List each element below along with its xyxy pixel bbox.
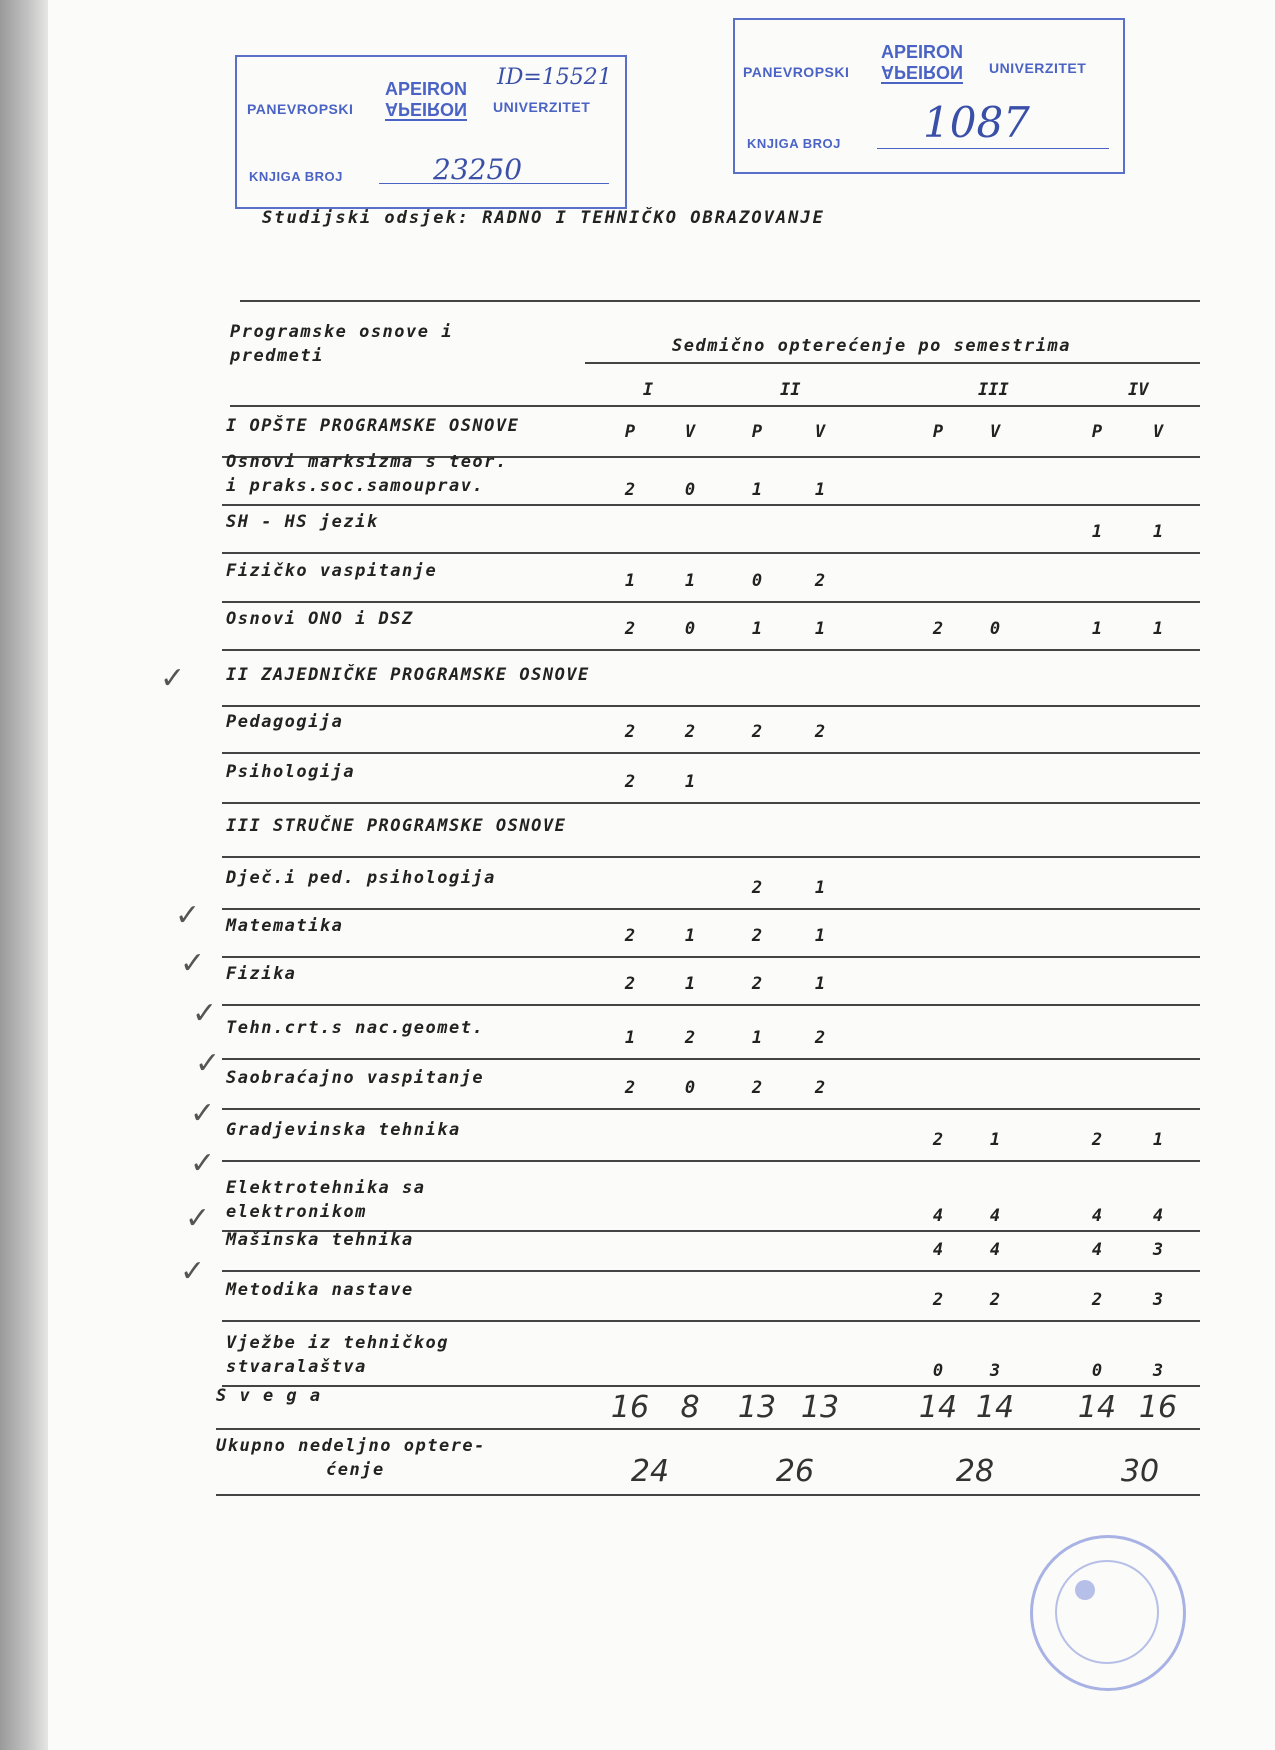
subject-label: elektronikom [226,1202,367,1222]
total-value: 16 [1138,1390,1178,1425]
check-mark-icon: ✓ [190,1146,216,1181]
semester-header: III [978,380,1009,400]
subject-label: Pedagogija [226,712,344,732]
load-value: 2 [624,722,636,742]
subject-label: Gradjevinska tehnika [226,1120,461,1140]
pv-header: V [1152,422,1164,442]
stamp-left-text: PANEVROPSKI [247,101,354,117]
rule-line [222,752,1200,754]
subject-label: Tehn.crt.s nac.geomet. [226,1018,485,1038]
subject-label: Fizičko vaspitanje [226,561,438,581]
weekly-total: 24 [630,1454,670,1489]
stamp-right-text: UNIVERZITET [989,60,1087,76]
column-header-subjects: Programske osnove i [230,322,453,342]
check-mark-icon: ✓ [192,996,218,1031]
column-header-subjects: predmeti [230,346,324,366]
subject-label: Psihologija [226,762,356,782]
load-value: 2 [932,1290,944,1310]
load-value: 0 [932,1361,944,1381]
load-value: 2 [624,480,636,500]
check-mark-icon: ✓ [160,661,186,696]
rule-line [222,1108,1200,1110]
load-value: 2 [1091,1130,1103,1150]
weekly-total: 30 [1120,1454,1160,1489]
load-value: 1 [684,571,696,591]
load-value: 2 [932,1130,944,1150]
rule-line [222,504,1200,506]
subject-label: Metodika nastave [226,1280,414,1300]
load-value: 2 [624,619,636,639]
total-value: 13 [800,1390,840,1425]
pv-header: V [814,422,826,442]
total-value: 13 [737,1390,777,1425]
rule-line [230,405,1200,407]
check-mark-icon: ✓ [180,1254,206,1289]
pv-header: V [684,422,696,442]
load-value: 1 [684,926,696,946]
load-value: 1 [751,1028,763,1048]
load-value: 2 [624,926,636,946]
total-value: 14 [975,1390,1015,1425]
load-value: 4 [932,1240,944,1260]
rule-line [222,1385,1200,1387]
column-header-weekly-load: Sedmično opterećenje po semestrima [672,336,1071,356]
load-value: 3 [989,1361,1001,1381]
library-stamp-left [235,55,627,209]
load-value: 1 [814,974,826,994]
load-value: 4 [932,1206,944,1226]
load-value: 4 [1152,1206,1164,1226]
load-value: 2 [624,772,636,792]
load-value: 2 [751,1078,763,1098]
load-value: 2 [814,1078,826,1098]
load-value: 1 [989,1130,1001,1150]
rule-line [216,1494,1200,1496]
weekly-label: ćenje [326,1460,385,1480]
weekly-total: 26 [775,1454,815,1489]
load-value: 2 [751,974,763,994]
subject-label: i praks.soc.samouprav. [226,476,485,496]
rule-line [222,1058,1200,1060]
load-value: 1 [684,974,696,994]
load-value: 1 [624,571,636,591]
load-value: 1 [684,772,696,792]
rule-line [222,1270,1200,1272]
subject-label: Osnovi marksizma s teor. [226,452,508,472]
load-value: 4 [1091,1206,1103,1226]
load-value: 1 [1152,619,1164,639]
load-value: 3 [1152,1290,1164,1310]
load-value: 1 [624,1028,636,1048]
load-value: 4 [989,1240,1001,1260]
load-value: 2 [814,1028,826,1048]
stamp-book-label: KNJIGA BROJ [249,169,343,184]
check-mark-icon: ✓ [180,946,206,981]
subject-label: Osnovi ONO i DSZ [226,609,414,629]
subject-label: Dječ.i ped. psihologija [226,868,496,888]
total-value: 8 [680,1390,700,1425]
load-value: 2 [751,722,763,742]
rule-line [222,649,1200,651]
subject-label: Elektrotehnika sa [226,1178,426,1198]
semester-header: I [642,380,654,400]
load-value: 1 [751,480,763,500]
load-value: 0 [1091,1361,1103,1381]
subject-label: Matematika [226,916,344,936]
subject-label: stvaralaštva [226,1357,367,1377]
pv-header: P [751,422,763,442]
weekly-label: Ukupno nedeljno optere- [216,1436,486,1456]
pv-header: P [624,422,636,442]
rule-line [222,956,1200,958]
check-mark-icon: ✓ [175,898,201,933]
subject-label: SH - HS jezik [226,512,379,532]
stamp-book-label: KNJIGA BROJ [747,136,841,151]
load-value: 3 [1152,1361,1164,1381]
stamp-book-number: 23250 [433,153,523,186]
stamp-apeiron-logo: APEIRON APEIRON [385,79,468,119]
pv-header: P [1091,422,1103,442]
subject-label: Saobraćajno vaspitanje [226,1068,485,1088]
semester-header: II [780,380,801,400]
subject-label: Mašinska tehnika [226,1230,414,1250]
load-value: 2 [684,1028,696,1048]
library-stamp-right [733,18,1125,174]
rule-line [222,856,1200,858]
total-value: 14 [918,1390,958,1425]
load-value: 4 [989,1206,1001,1226]
check-mark-icon: ✓ [185,1201,211,1236]
rule-line [222,552,1200,554]
load-value: 1 [1091,619,1103,639]
load-value: 1 [751,619,763,639]
load-value: 1 [814,480,826,500]
total-value: 16 [610,1390,650,1425]
rule-line [222,601,1200,603]
load-value: 0 [751,571,763,591]
semester-header: IV [1128,380,1149,400]
load-value: 2 [624,1078,636,1098]
stamp-apeiron-logo: APEIRON APEIRON [881,42,964,82]
stamp-left-text: PANEVROPSKI [743,64,850,80]
subject-label: Fizika [226,964,297,984]
load-value: 4 [1091,1240,1103,1260]
load-value: 1 [814,878,826,898]
load-value: 0 [989,619,1001,639]
stamp-book-line [877,148,1109,149]
load-value: 1 [1091,522,1103,542]
load-value: 0 [684,480,696,500]
load-value: 2 [1091,1290,1103,1310]
load-value: 2 [751,878,763,898]
load-value: 3 [1152,1240,1164,1260]
load-value: 0 [684,619,696,639]
load-value: 1 [814,926,826,946]
rule-line [222,1004,1200,1006]
rule-line [585,362,1200,364]
rule-line [222,1320,1200,1322]
department-title: Studijski odsjek: RADNO I TEHNIČKO OBRAZOVANJE [262,208,825,228]
load-value: 2 [814,722,826,742]
stamp-id-note: ID=15521 [497,65,612,90]
load-value: 2 [814,571,826,591]
section-heading: III STRUČNE PROGRAMSKE OSNOVE [226,816,567,836]
rule-line [216,1428,1200,1430]
check-mark-icon: ✓ [195,1046,221,1081]
section-heading: II ZAJEDNIČKE PROGRAMSKE OSNOVE [226,665,590,685]
rule-line [222,908,1200,910]
load-value: 1 [1152,1130,1164,1150]
load-value: 2 [751,926,763,946]
stamp-book-number: 1087 [923,98,1030,147]
subject-label: Vježbe iz tehničkog [226,1333,449,1353]
total-value: 14 [1077,1390,1117,1425]
rule-line [222,705,1200,707]
section-heading: I OPŠTE PROGRAMSKE OSNOVE [226,416,520,436]
load-value: 0 [684,1078,696,1098]
load-value: 1 [814,619,826,639]
load-value: 2 [932,619,944,639]
rule-line [222,1160,1200,1162]
pv-header: P [932,422,944,442]
load-value: 2 [989,1290,1001,1310]
rule-line [240,300,1200,302]
pv-header: V [989,422,1001,442]
load-value: 2 [684,722,696,742]
stamp-right-text: UNIVERZITET [493,99,591,115]
load-value: 1 [1152,522,1164,542]
official-seal [1030,1535,1186,1691]
check-mark-icon: ✓ [190,1096,216,1131]
rule-line [222,802,1200,804]
load-value: 2 [624,974,636,994]
total-label: S v e g a [216,1386,322,1406]
weekly-total: 28 [955,1454,995,1489]
scan-binding-edge [0,0,48,1750]
